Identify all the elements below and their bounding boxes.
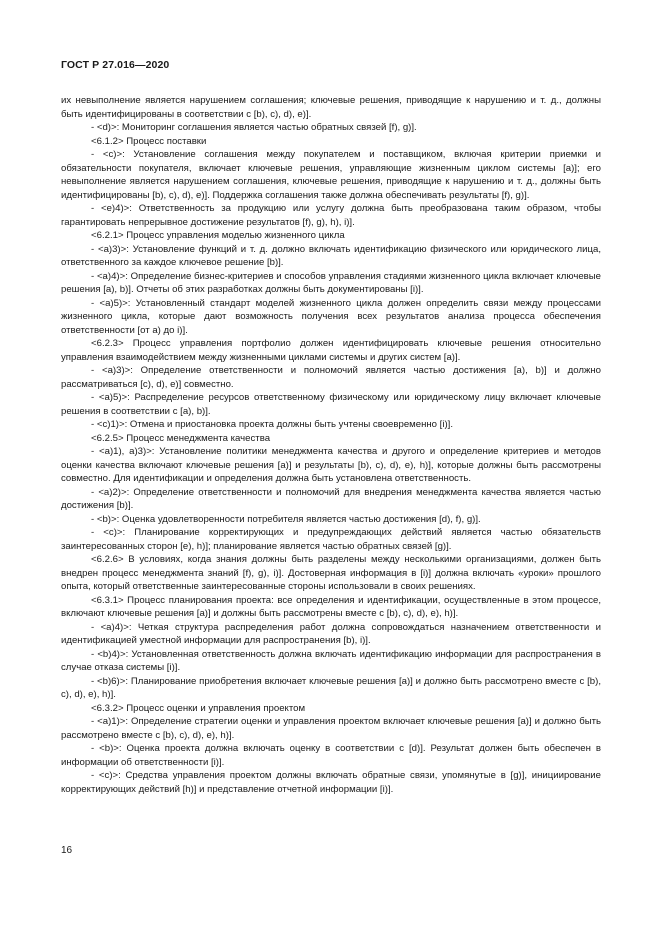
- paragraph: - <a)3)>: Установление функций и т. д. должно включать идентификацию физического или юридического лица, ответственного за каждое ключевое решение [b)].: [61, 243, 601, 268]
- paragraph: - <e)4)>: Ответственность за продукцию или услугу должна быть преобразована таким образом, чтобы гарантировать непрерывное достижение результатов [f), g), h), i)].: [61, 203, 601, 228]
- paragraph: - <b)4)>: Установленная ответственность должна включать идентификацию информации для распространения в случае отказа системы [i)].: [61, 648, 601, 673]
- standard-code-header: ГОСТ Р 27.016—2020: [61, 59, 170, 71]
- paragraph: - <a)3)>: Определение ответственности и полномочий является частью достижения [a), b)] и должно рассматриваться [c), d), e)] совместно.: [61, 365, 601, 390]
- paragraph: - <a)5)>: Распределение ресурсов ответственному физическому или юридическому лицу включает ключевые решения в соответствии с [a), b)].: [61, 392, 601, 417]
- paragraph: - <c)>: Средства управления проектом должны включать обратные связи, упомянутые в [g)], инициирование корректирующих действий [h)] и представление отчетной информации [i)].: [61, 770, 601, 795]
- paragraph: - <a)1)>: Определение стратегии оценки и управления проектом включает ключевые решения [a)] и должно быть рассмотрено вместе с [b), c), d), e), h)].: [61, 716, 601, 741]
- paragraph: - <a)1), a)3)>: Установление политики менеджмента качества и другого и определение критериев и методов оценки качества включают ключевые решения [a)] и результаты [b), c), d), e), h)], которые должны быть рассмотрены совместно. Для идентификации и определения должна быть установлена ответственность.: [61, 446, 601, 484]
- body-text: [61, 94, 601, 796]
- paragraph: <6.2.1> Процесс управления моделью жизненного цикла: [91, 230, 345, 241]
- paragraph: - <a)4)>: Четкая структура распределения работ должна сопровождаться назначением ответственности и идентификацией уместной информации для распространения [b), i)].: [61, 621, 601, 646]
- paragraph: <6.3.2> Процесс оценки и управления проектом: [91, 702, 306, 714]
- page-number: 16: [61, 845, 73, 856]
- paragraph: <6.2.5> Процесс менеджмента качества: [91, 432, 271, 444]
- paragraph: их невыполнение является нарушением соглашения; ключевые решения, приводящие к нарушению и т. д., должны быть идентифицированы в соответствии с [b), c), d), e)].: [61, 95, 601, 120]
- paragraph: - <b)6)>: Планирование приобретения включает ключевые решения [a)] и должно быть рассмотрено вместе с [b), c), d), e), h)].: [61, 675, 601, 700]
- paragraph: - <a)4)>: Определение бизнес-критериев и способов управления стадиями жизненного цикла включает ключевые решения [a), b)]. Отчеты об этих разработках должны быть документированы [i)].: [61, 270, 601, 295]
- paragraph: <6.2.6> В условиях, когда знания должны быть разделены между несколькими организациями, должен быть внедрен процесс менеджмента знаний [f), g), i)]. Достоверная информация в [i)] должна включать «уроки» прошлого опыта, который ответственные заинтересованные стороны использовали в своих решениях.: [61, 554, 601, 592]
- paragraph: - <c)>: Установление соглашения между покупателем и поставщиком, включая критерии приемки и обязательности покупателя, включает ключевые решения, управляющие жизненным циклом системы [a)]; его невыполнение является нарушением соглашения, ключевые решения, приводящие к нарушению и т. д., должны быть идентифицированы [b), c), d), e)]. Поддержка соглашения также должна обеспечивать результаты [f), g)].: [61, 149, 601, 201]
- paragraph: - <c)1)>: Отмена и приостановка проекта должны быть учтены своевременно [i)].: [91, 419, 454, 430]
- paragraph: - <b)>: Оценка удовлетворенности потребителя является частью достижения [d), f), g)].: [91, 513, 481, 525]
- paragraph: - <d)>: Мониторинг соглашения является частью обратных связей [f), g)].: [91, 122, 417, 133]
- paragraph: <6.1.2> Процесс поставки: [91, 135, 207, 147]
- paragraph: <6.3.1> Процесс планирования проекта: все определения и идентификации, осуществленные в этом процессе, включают ключевые решения [a)] и должны быть рассмотрены вместе с [b), c), d), e), h)].: [61, 594, 601, 619]
- paragraph: - <a)5)>: Установленный стандарт моделей жизненного цикла должен определить связи между процессами жизненного цикла, которые дают возможность получения всех результатов анализа процесса обеспечения ответственности [от a) до i)].: [61, 297, 601, 336]
- paragraph: - <c)>: Планирование корректирующих и предупреждающих действий является частью обязательств заинтересованных сторон [e), h)]; планирование является частью обратных связей [g)].: [61, 527, 601, 552]
- paragraph: <6.2.3> Процесс управления портфолио должен идентифицировать ключевые решения относительно управления взаимодействием между жизненными циклами системы и других систем [a)].: [61, 338, 601, 363]
- paragraph: - <b)>: Оценка проекта должна включать оценку в соответствии с [d)]. Результат должен быть обеспечен в информации об ответственности [i)].: [61, 743, 601, 768]
- paragraph: - <a)2)>: Определение ответственности и полномочий для внедрения менеджмента качества является частью достижения [b)].: [61, 486, 601, 511]
